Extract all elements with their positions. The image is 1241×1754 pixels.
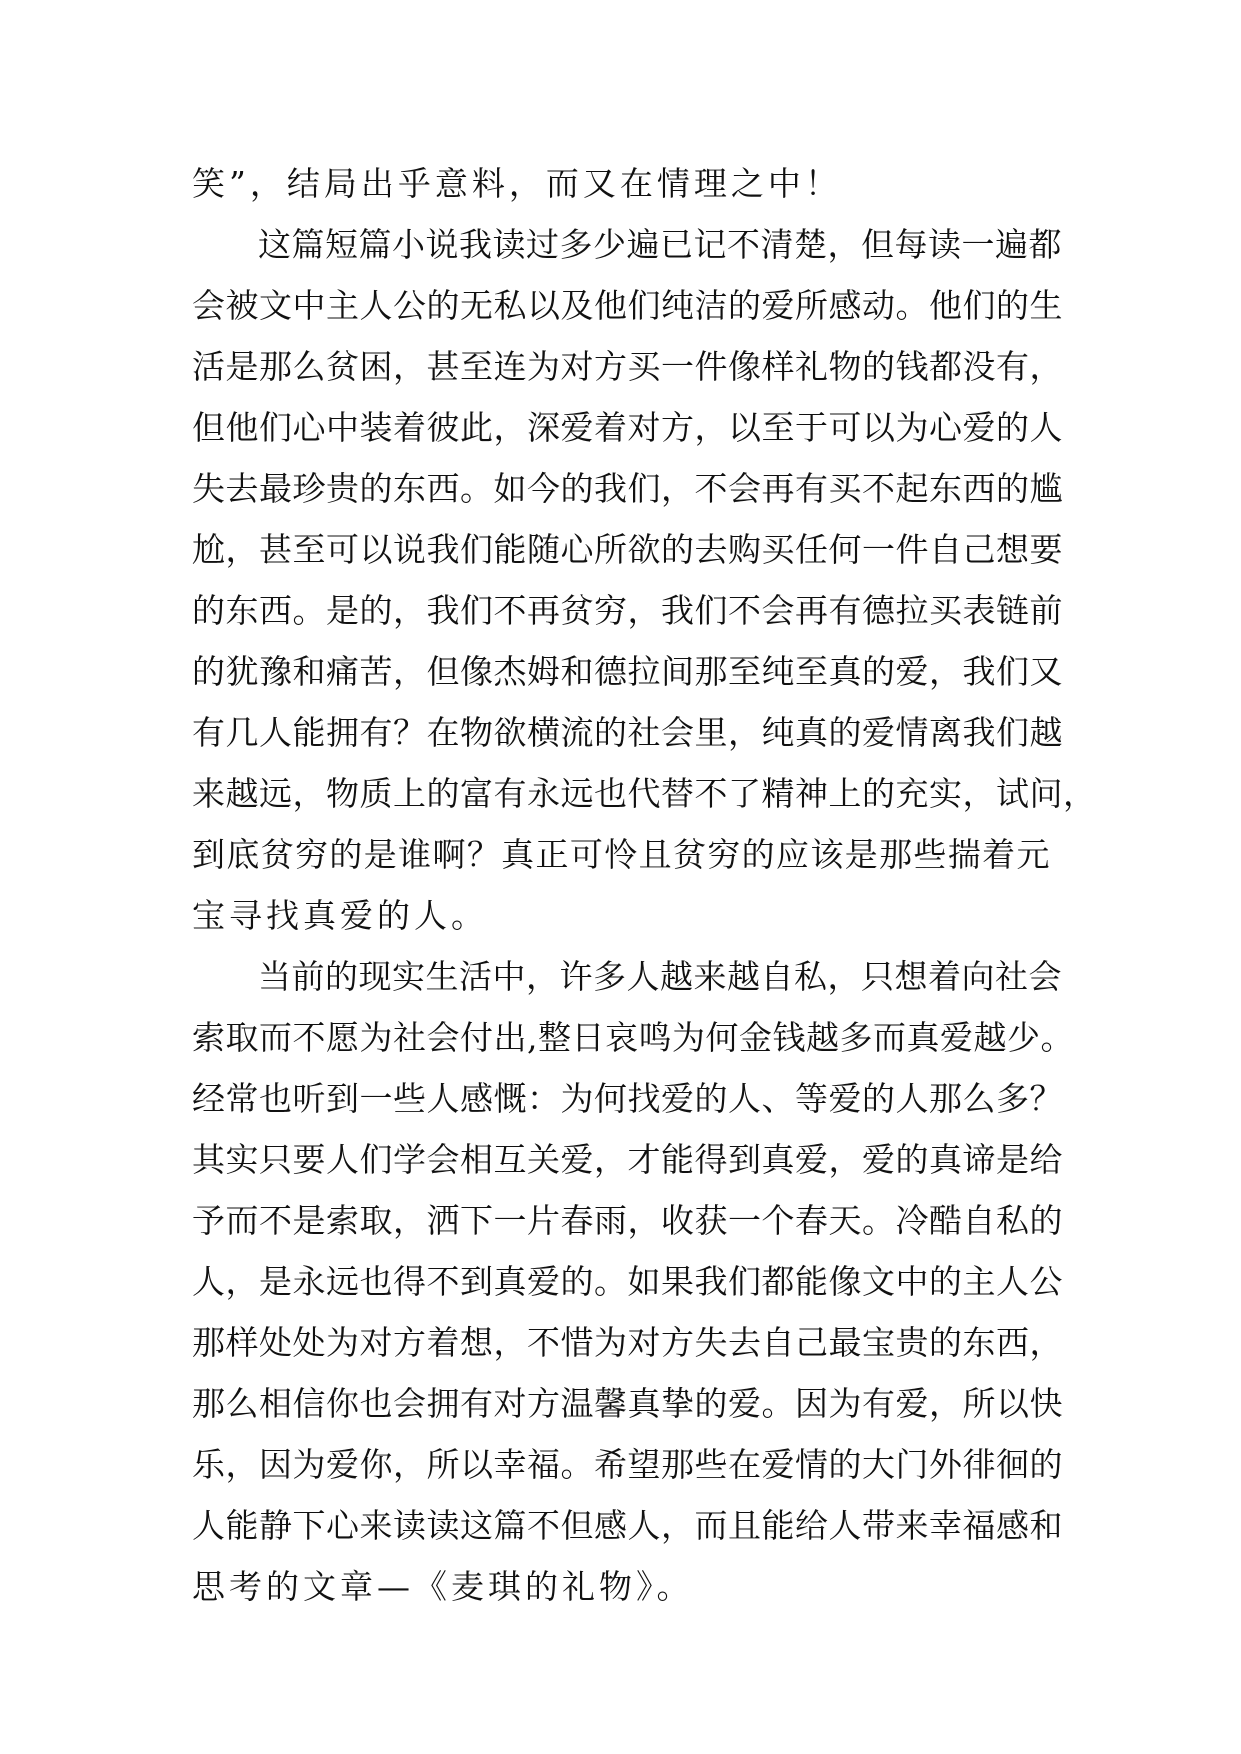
paragraph-2-line-6: 尬，甚至可以说我们能随心所欲的去购买任何一件自己想要	[192, 530, 1063, 569]
paragraph-2-line-10: 来越远，物质上的富有永远也代替不了精神上的充实，试问，	[192, 774, 1097, 813]
paragraph-3-line-6: 人，是永远也得不到真爱的。如果我们都能像文中的主人公	[192, 1262, 1063, 1301]
paragraph-2-line-4: 但他们心中装着彼此，深爱着对方，以至于可以为心爱的人	[192, 408, 1063, 447]
paragraph-3-line-2: 索取而不愿为社会付出,整日哀鸣为何金钱越多而真爱越少。	[192, 1018, 1074, 1057]
paragraph-2-line-5: 失去最珍贵的东西。如今的我们，不会再有买不起东西的尴	[192, 469, 1063, 508]
paragraph-1-line-1: 笑”，结局出乎意料，而又在情理之中！	[192, 164, 842, 203]
paragraph-3-line-4: 其实只要人们学会相互关爱，才能得到真爱，爱的真谛是给	[192, 1140, 1063, 1179]
paragraph-2-line-7: 的东西。是的，我们不再贫穷，我们不会再有德拉买表链前	[192, 591, 1063, 630]
paragraph-2-line-12: 宝寻找真爱的人。	[192, 896, 488, 935]
paragraph-3-line-7: 那样处处为对方着想，不惜为对方失去自己最宝贵的东西，	[192, 1323, 1063, 1362]
paragraph-3-line-3: 经常也听到一些人感慨：为何找爱的人、等爱的人那么多？	[192, 1079, 1063, 1118]
paragraph-2-line-3: 活是那么贫困，甚至连为对方买一件像样礼物的钱都没有，	[192, 347, 1063, 386]
paragraph-3-line-9: 乐，因为爱你，所以幸福。希望那些在爱情的大门外徘徊的	[192, 1445, 1063, 1484]
paragraph-2-line-1: 这篇短篇小说我读过多少遍已记不清楚，但每读一遍都	[258, 225, 1062, 264]
paragraph-3-line-5: 予而不是索取，洒下一片春雨，收获一个春天。冷酷自私的	[192, 1201, 1063, 1240]
paragraph-2-line-9: 有几人能拥有？在物欲横流的社会里，纯真的爱情离我们越	[192, 713, 1063, 752]
paragraph-3-line-8: 那么相信你也会拥有对方温馨真挚的爱。因为有爱，所以快	[192, 1384, 1063, 1423]
paragraph-2-line-11: 到底贫穷的是谁啊？真正可怜且贫穷的应该是那些揣着元	[192, 835, 1050, 874]
paragraph-2-line-2: 会被文中主人公的无私以及他们纯洁的爱所感动。他们的生	[192, 286, 1063, 325]
paragraph-3-line-10: 人能静下心来读读这篇不但感人，而且能给人带来幸福感和	[192, 1506, 1063, 1545]
paragraph-3-line-11: 思考的文章—《麦琪的礼物》。	[192, 1567, 694, 1606]
paragraph-3-line-1: 当前的现实生活中，许多人越来越自私，只想着向社会	[258, 957, 1062, 996]
paragraph-2-line-8: 的犹豫和痛苦，但像杰姆和德拉间那至纯至真的爱，我们又	[192, 652, 1063, 691]
